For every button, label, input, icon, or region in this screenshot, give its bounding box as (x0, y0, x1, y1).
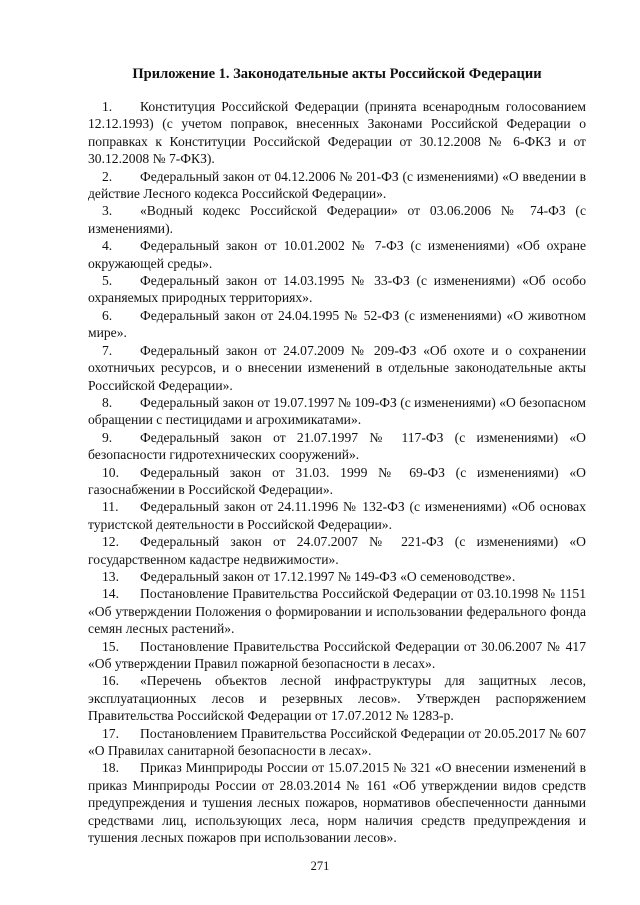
list-item (88, 672, 586, 724)
item-text: Федеральный закон от 17.12.1997 № 149-ФЗ «О семеноводстве». (140, 568, 516, 584)
list-item (88, 98, 586, 168)
item-text: Конституция Российской Федерации (принята всенародным голосованием 12.12.1993) (с учетом поправок, внесенных Законами Российской Федерации о поправках к Конституции Российской Федерации от 30.12.2008 № 6-ФКЗ и от 30.12.2008 № 7-ФКЗ). (88, 99, 586, 167)
list-item (88, 638, 586, 673)
item-number: 8. (102, 394, 113, 410)
item-text: Федеральный закон от 04.12.2006 № 201-ФЗ (с изменениями) «О введении в действие Лесного кодекса Российской Федерации». (88, 168, 586, 202)
list-item (88, 568, 586, 585)
item-text: «Водный кодекс Российской Федерации» от 03.06.2006 № 74-ФЗ (с изменениями). (88, 203, 586, 236)
list-item (88, 725, 586, 760)
list-item (88, 237, 586, 272)
list-item (88, 533, 586, 568)
item-number: 13. (102, 568, 119, 584)
list-item (88, 307, 586, 342)
list-item (88, 429, 586, 464)
item-number: 1. (102, 99, 113, 114)
list-item (88, 464, 586, 499)
document-heading: Приложение 1. Законодательные акты Российской Федерации (132, 66, 542, 82)
item-number: 17. (102, 725, 119, 741)
item-number: 2. (102, 168, 113, 184)
item-number: 7. (102, 342, 113, 358)
item-number: 14. (102, 586, 119, 602)
item-text: «Перечень объектов лесной инфраструктуры для защитных лесов, эксплуатационных лесов и резервных лесов». Утвержден распоряжением Правительства Российской Федерации от 17.07.2012 № 1283-р. (88, 673, 586, 724)
item-text: Федеральный закон от 14.03.1995 № 33-ФЗ (с изменениями) «Об особо охраняемых природных территориях». (88, 273, 586, 306)
item-text: Федеральный закон от 24.11.1996 № 132-ФЗ (с изменениями) «Об основах туристской деятельности в Российской Федерации». (88, 499, 586, 532)
item-text: Постановление Правительства Российской Федерации от 30.06.2007 № 417 «Об утверждении Правил пожарной безопасности в лесах». (88, 638, 586, 671)
item-number: 15. (102, 638, 119, 654)
item-number: 6. (102, 307, 113, 323)
legislation-list (88, 98, 586, 846)
item-number: 4. (102, 238, 113, 254)
item-number: 18. (102, 760, 119, 776)
list-item (88, 272, 586, 307)
page-number: 271 (310, 859, 330, 873)
list-item (88, 342, 586, 394)
item-number: 3. (102, 203, 113, 219)
item-number: 5. (102, 273, 113, 289)
list-item (88, 168, 586, 203)
item-number: 12. (102, 534, 119, 550)
list-item (88, 585, 586, 637)
list-item (88, 394, 586, 429)
item-number: 10. (102, 464, 119, 480)
item-number: 9. (102, 429, 113, 445)
item-text: Федеральный закон от 24.07.2009 № 209-ФЗ «Об охоте и о сохранении охотничьих ресурсов, и о внесении изменений в отдельные законодательные акты Российской Федерации». (88, 342, 586, 393)
item-number: 11. (102, 499, 119, 515)
item-text: Приказ Минприроды России от 15.07.2015 № 321 «О внесении изменений в приказ Минприроды России от 28.03.2014 № 161 «Об утверждении видов средств предупреждения и тушения лесных пожаров, нормативов обеспеченности данными средствами лиц, использующих леса, норм наличия средств предупреждения и тушения лесных пожаров при использовании лесов». (88, 760, 586, 846)
list-item (88, 759, 586, 846)
item-text: Федеральный закон от 24.04.1995 № 52-ФЗ (с изменениями) «О животном мире». (88, 307, 586, 341)
item-text: Федеральный закон от 21.07.1997 № 117-ФЗ (с изменениями) «О безопасности гидротехнических сооружений». (88, 429, 586, 463)
document-page (88, 60, 586, 860)
item-number: 16. (102, 673, 119, 689)
item-text: Федеральный закон от 31.03. 1999 № 69-ФЗ (с изменениями) «О газоснабжении в Российской Федерации». (88, 464, 586, 497)
item-text: Постановление Правительства Российской Федерации от 03.10.1998 № 1151 «Об утверждении Положения о формировании и использовании федерального фонда семян лесных растений». (88, 586, 586, 637)
item-text: Постановлением Правительства Российской Федерации от 20.05.2017 № 607 «О Правилах санитарной безопасности в лесах». (88, 725, 586, 759)
list-item (88, 498, 586, 533)
item-text: Федеральный закон от 10.01.2002 № 7-ФЗ (с изменениями) «Об охране окружающей среды». (88, 238, 586, 271)
list-item (88, 202, 586, 237)
item-text: Федеральный закон от 24.07.2007 № 221-ФЗ (с изменениями) «О государственном кадастре недвижимости». (88, 534, 586, 567)
item-text: Федеральный закон от 19.07.1997 № 109-ФЗ (с изменениями) «О безопасном обращении с пестицидами и агрохимикатами». (88, 394, 586, 428)
